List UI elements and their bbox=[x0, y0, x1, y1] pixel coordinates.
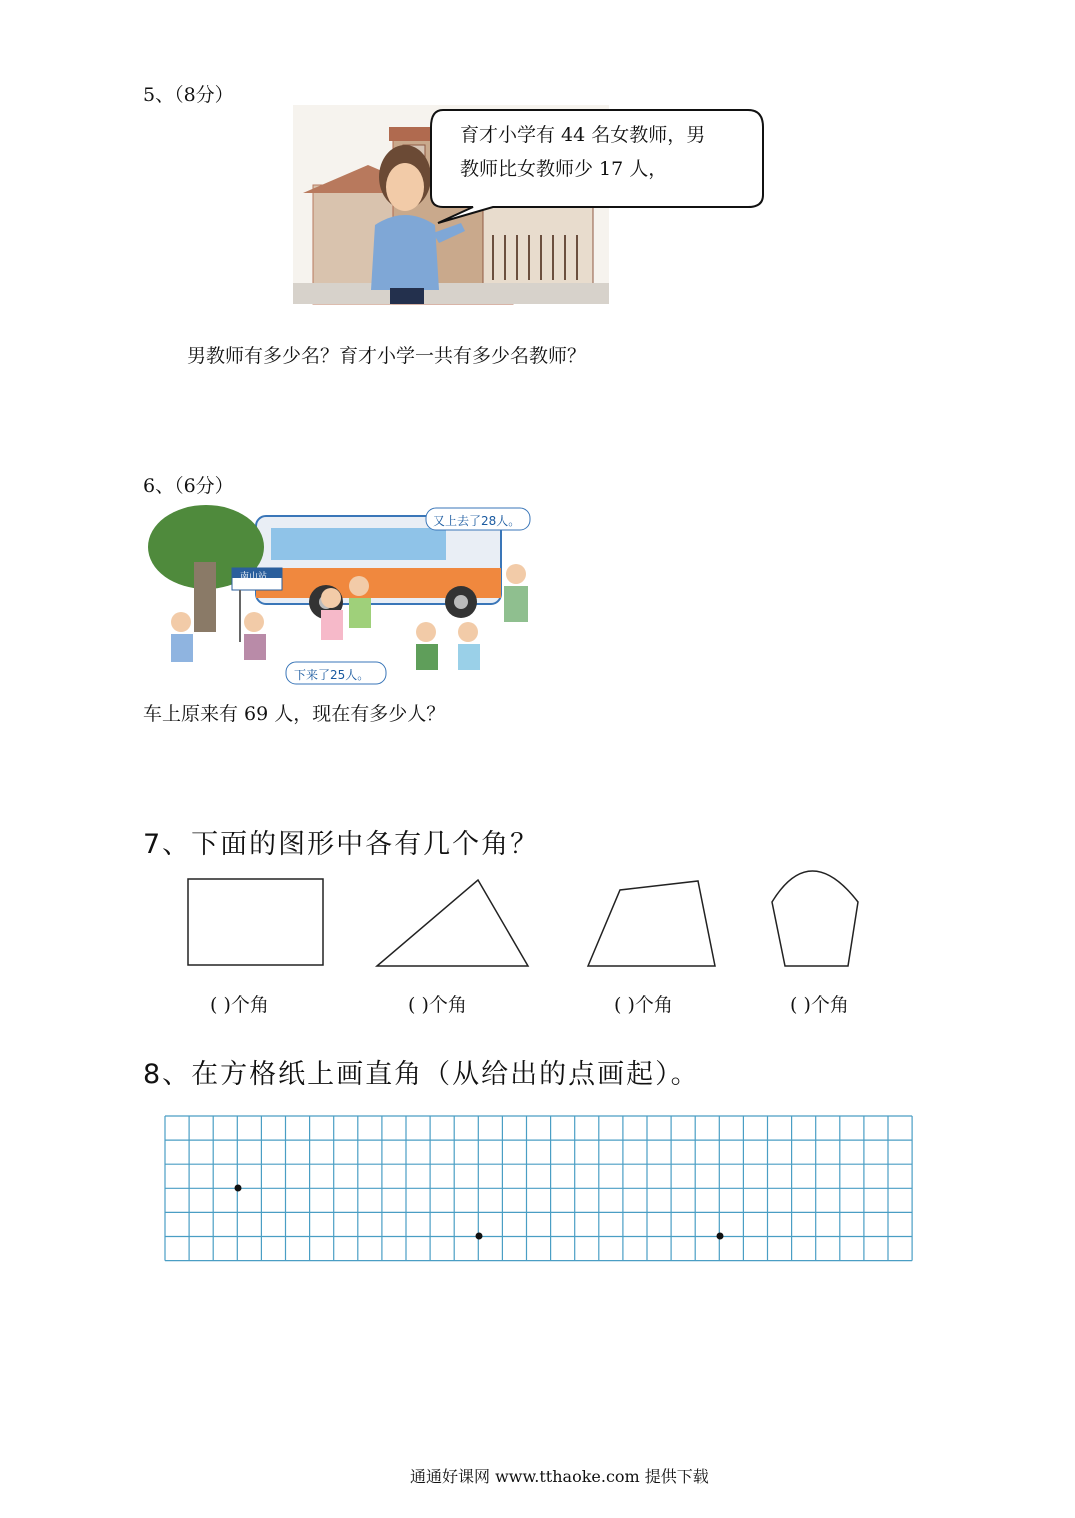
speech-line-1: 育才小学有 44 名女教师，男 bbox=[460, 124, 706, 146]
shape-quadrilateral bbox=[588, 881, 715, 966]
grid-dot-2 bbox=[476, 1233, 483, 1240]
answer-triangle[interactable]: ( )个角 bbox=[408, 994, 467, 1016]
q6-question: 车上原来有 69 人，现在有多少人？ bbox=[143, 703, 446, 725]
square-grid[interactable] bbox=[160, 1110, 920, 1266]
q7-shapes bbox=[170, 850, 890, 975]
shape-pentagon bbox=[772, 871, 858, 966]
q6-heading: 6、（6分） bbox=[143, 475, 234, 497]
grid-dot-3 bbox=[717, 1233, 724, 1240]
speech-line-2: 教师比女教师少 17 人， bbox=[460, 158, 668, 180]
footer-credit: 通通好课网 www.tthaoke.com 提供下载 bbox=[410, 1467, 709, 1486]
shape-triangle bbox=[377, 880, 528, 966]
bus-stop-illustration bbox=[146, 502, 536, 690]
q5-question: 男教师有多少名？育才小学一共有多少名教师？ bbox=[187, 345, 587, 367]
answer-pentagon[interactable]: ( )个角 bbox=[790, 994, 849, 1016]
answer-rectangle[interactable]: ( )个角 bbox=[210, 994, 269, 1016]
stop-sign-label: 南山站 bbox=[240, 572, 268, 582]
answer-quadrilateral[interactable]: ( )个角 bbox=[614, 994, 673, 1016]
grid-dot-1 bbox=[235, 1185, 242, 1192]
shape-rectangle bbox=[188, 879, 323, 965]
bubble-boarded: 又上去了28人。 bbox=[433, 514, 521, 528]
bubble-alighted: 下来了25人。 bbox=[294, 668, 370, 682]
q5-heading: 5、（8分） bbox=[143, 84, 234, 106]
q8-heading: 8、在方格纸上画直角（从给出的点画起）。 bbox=[143, 1059, 700, 1090]
q7-heading: 7、下面的图形中各有几个角？ bbox=[143, 829, 540, 860]
